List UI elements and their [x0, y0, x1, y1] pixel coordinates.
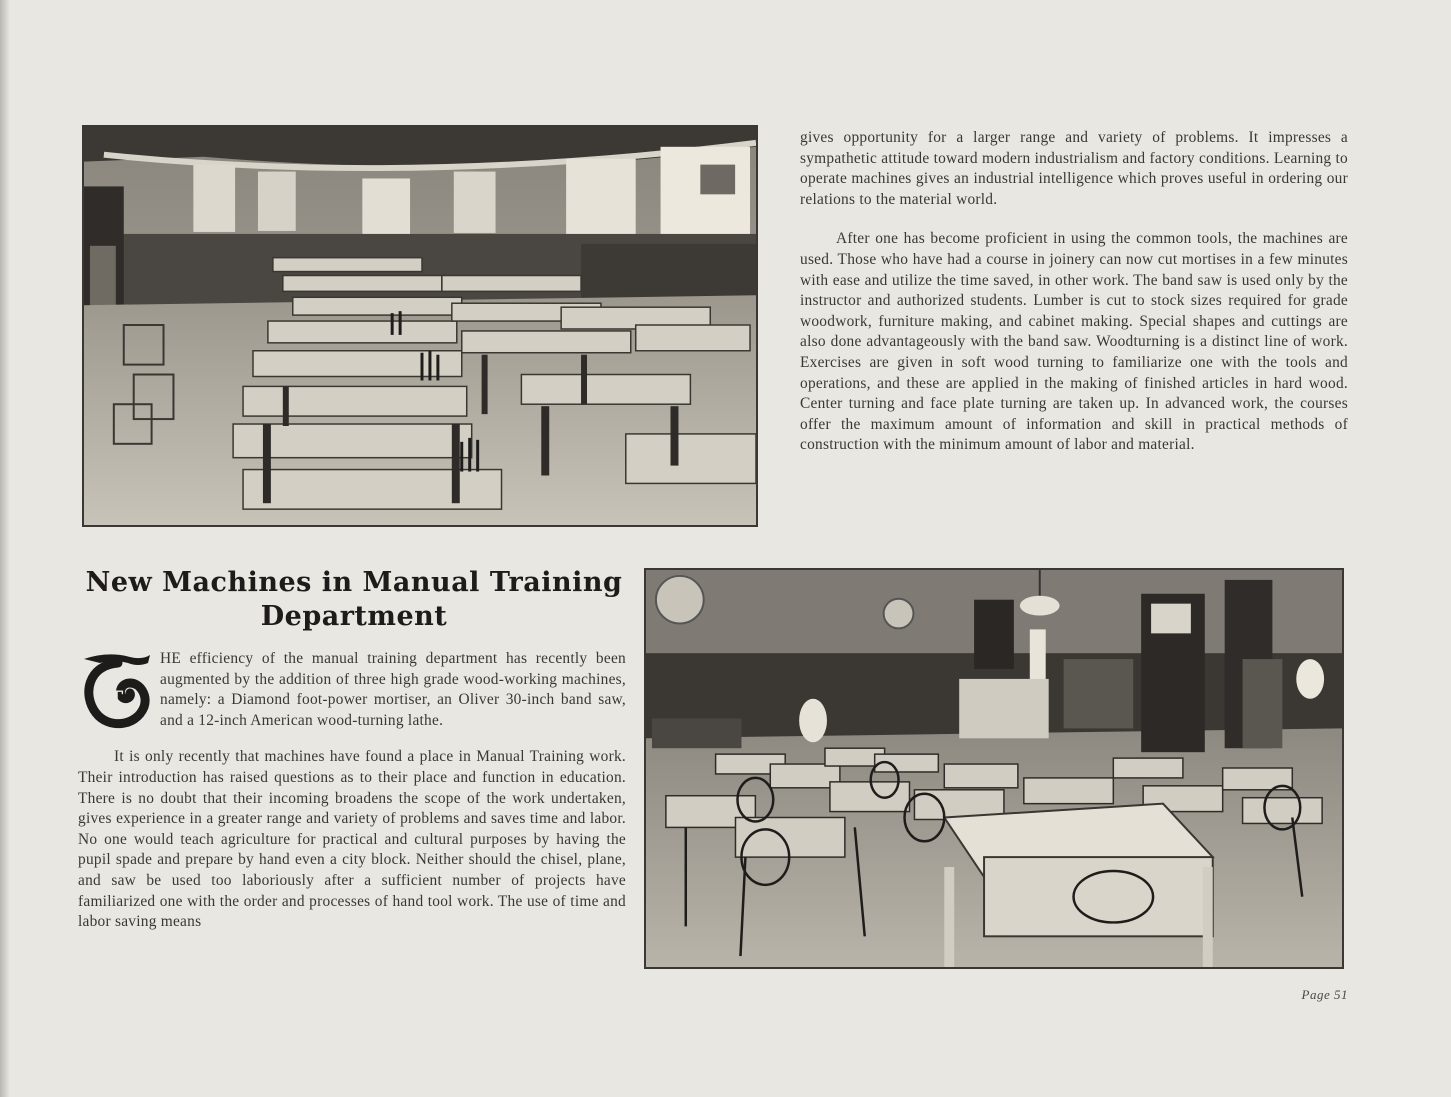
left-paragraph-1-text: HE efficiency of the manual training department has recently been augmented by the addition of three high grade wood-working machines, namely: a Diamond foot-power mortiser, an Oliver 30-inch band saw, and a 12-inch American wood-turning lathe. [160, 650, 626, 729]
left-text-column [78, 649, 626, 933]
dropcap-ornament [78, 649, 154, 731]
left-paragraph-1 [78, 649, 626, 731]
dropcap-letter: T [108, 686, 124, 710]
dropcap-glyph [78, 649, 154, 731]
heading-line-2: Department [260, 601, 448, 632]
page-binding-edge [0, 0, 10, 1097]
woodshop-photo [82, 125, 758, 527]
classroom-photo [644, 568, 1344, 969]
heading-line-1: New Machines in Manual Training [85, 567, 623, 598]
article-heading [80, 566, 628, 634]
right-text-column [800, 128, 1348, 456]
woodshop-photo-illustration [84, 127, 756, 525]
right-paragraph-2: After one has become proficient in using the common tools, the machines are used. Those who have had a course in joinery can now cut mortises in a few minutes with ease and utilize the time saved, in other work. The band saw is used only by the instructor and authorized students. Lumber is cut to stock sizes required for grade woodwork, furniture making, and cabinet making. Special shapes and cuttings are also done advantageously with the band saw. Woodturning is a distinct line of work. Exercises are given in soft wood turning to familiarize one with the tools and operations, and these are applied in the making of finished articles in hard wood. Center turning and face plate turning are taken up. In advanced work, the courses offer the maximum amount of information and skill in practical methods of construction with the minimum amount of labor and material. [800, 230, 1348, 454]
left-paragraph-2: It is only recently that machines have found a place in Manual Training work. Their introduction has raised questions as to their place and function in education. There is no doubt that their incoming broadens the scope of the work undertaken, gives experience in a greater range and variety of problems and saves time and labor. No one would teach agriculture for practical and cultural purposes by having the pupil spade and prepare by hand even a city block. Neither should the chisel, plane, and saw be used too laboriously after a sufficient number of projects have familiarized one with the order and processes of hand tool work. The use of time and labor saving means [78, 748, 626, 931]
classroom-photo-illustration [646, 570, 1342, 967]
page-number: Page 51 [1301, 987, 1348, 1002]
right-paragraph-1: gives opportunity for a larger range and variety of problems. It impresses a sympathetic attitude toward modern industrialism and factory conditions. Learning to operate machines gives an industrial intelligence which proves useful in ordering our relations to the material world. [800, 129, 1348, 208]
